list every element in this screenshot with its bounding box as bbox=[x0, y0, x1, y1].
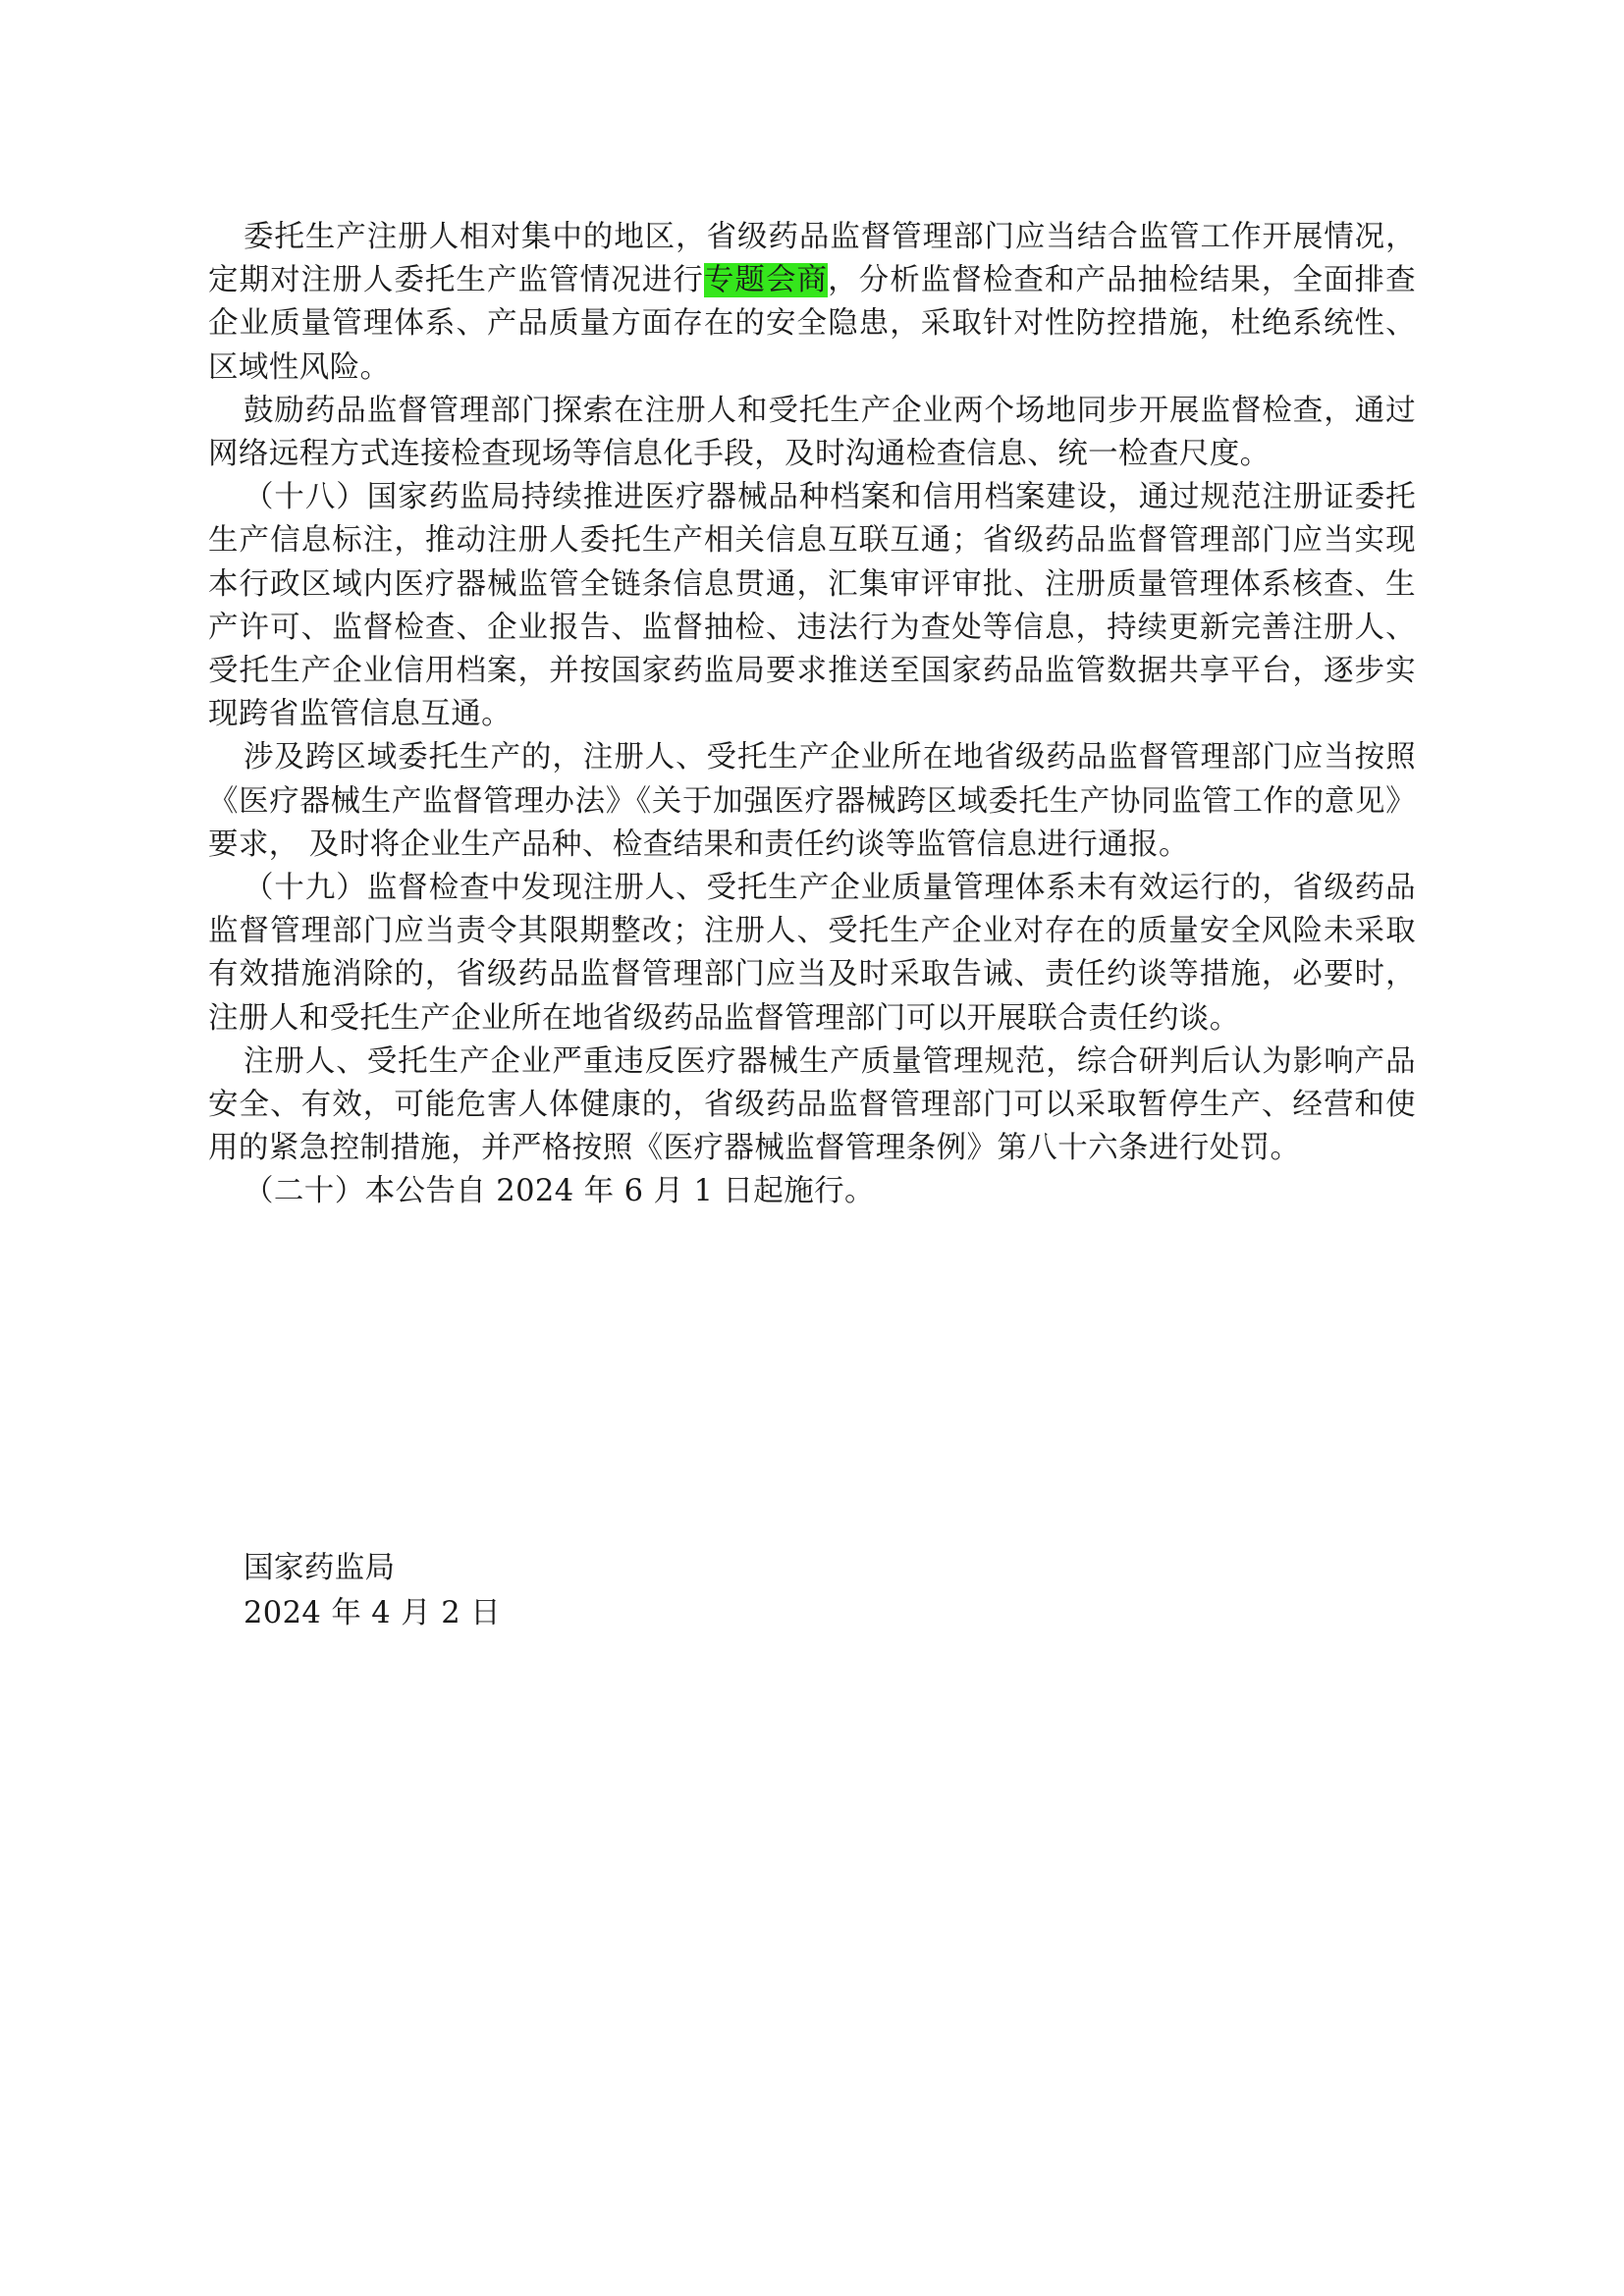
highlighted-text: 专题会商 bbox=[703, 263, 829, 298]
paragraph-remote-inspection: 鼓励药品监督管理部门探索在注册人和受托生产企业两个场地同步开展监督检查，通过网络远程方式连接检查现场等信息化手段，及时沟通检查信息、统一检查尺度。 bbox=[208, 393, 1416, 472]
paragraph-serious-violation: 注册人、受托生产企业严重违反医疗器械生产质量管理规范，综合研判后认为影响产品安全、有效，可能危害人体健康的，省级药品监督管理部门可以采取暂停生产、经营和使用的紧急控制措施，并严格按照《医疗器械监督管理条例》第八十六条进行处罚。 bbox=[208, 1043, 1416, 1166]
paragraph-cross-region: 涉及跨区域委托生产的，注册人、受托生产企业所在地省级药品监督管理部门应当按照《医疗器械生产监督管理办法》《关于加强医疗器械跨区域委托生产协同监管工作的意见》要求， 及时将企业生产品种、检查结果和责任约谈等监管信息进行通报。 bbox=[208, 740, 1416, 862]
paragraph-consultation bbox=[208, 216, 1416, 390]
issuer-name: 国家药监局 bbox=[244, 1551, 396, 1585]
paragraph-item-20: （二十）本公告自 2024 年 6 月 1 日起施行。 bbox=[244, 1174, 875, 1209]
paragraph-text: ，分析监督检查和产品抽检结果，全面排查企业质量管理体系、产品质量方面存在的安全隐患，采取针对性防控措施，杜绝系统性、区域性风险。 bbox=[208, 263, 1416, 385]
issue-date: 2024 年 4 月 2 日 bbox=[244, 1596, 502, 1630]
paragraph-item-18: （十八）国家药监局持续推进医疗器械品种档案和信用档案建设，通过规范注册证委托生产信息标注，推动注册人委托生产相关信息互联互通；省级药品监督管理部门应当实现本行政区域内医疗器械监管全链条信息贯通，汇集审评审批、注册质量管理体系核查、生产许可、监督检查、企业报告、监督抽检、违法行为查处等信息，持续更新完善注册人、受托生产企业信用档案，并按国家药监局要求推送至国家药品监管数据共享平台，逐步实现跨省监管信息互通。 bbox=[208, 480, 1416, 732]
paragraph-text: 委托生产注册人相对集中的地区，省级药品监督管理部门应当结合监管工作开展情况，定期对注册人委托生产监管情况进行 bbox=[208, 220, 1416, 298]
document-body bbox=[208, 216, 1416, 1214]
signature-block bbox=[244, 1546, 501, 1636]
paragraph-item-19: （十九）监督检查中发现注册人、受托生产企业质量管理体系未有效运行的，省级药品监督管理部门应当责令其限期整改；注册人、受托生产企业对存在的质量安全风险未采取有效措施消除的，省级药品监督管理部门应当及时采取告诫、责任约谈等措施，必要时，注册人和受托生产企业所在地省级药品监督管理部门可以开展联合责任约谈。 bbox=[208, 871, 1416, 1036]
